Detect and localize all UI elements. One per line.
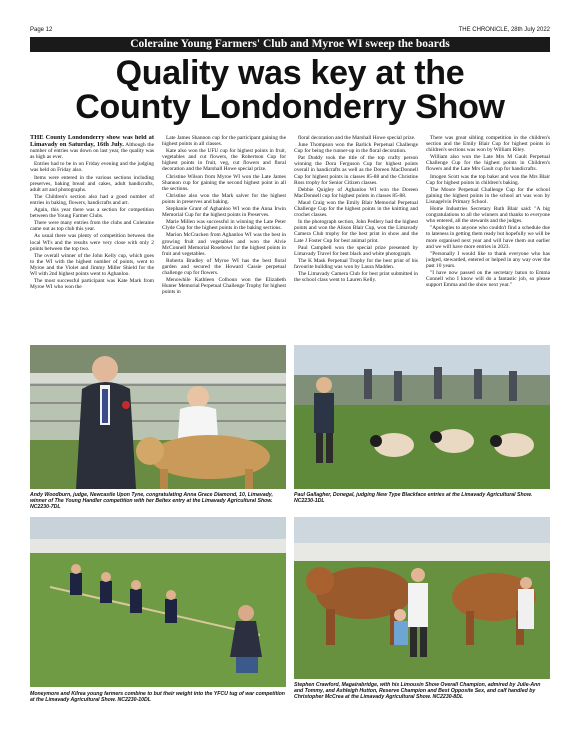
article-paragraph: [294, 142, 418, 154]
article-paragraph: [426, 225, 550, 249]
article-paragraph: [294, 245, 418, 257]
article-paragraph: [30, 135, 154, 160]
article-text: "Personally I would like to thank everyone who has judged, stewarded, entered or helped in any way over the past 10 years.: [426, 250, 550, 269]
page-header: [30, 27, 550, 37]
article-paragraph: [162, 232, 286, 256]
article-text: "I have now passed on the secretary baton to Emma Connell who I know will do a fantastic job, so please support Emma and the show next year.": [426, 269, 550, 289]
photo-blackface-judging: [294, 345, 550, 489]
article-column-2: [162, 135, 286, 343]
article-text: The Limavady Camera Club for best print submitted in the school class went to Lauren Kelly.: [294, 270, 418, 284]
article-paragraph: [162, 148, 286, 172]
article-column-4: [426, 135, 550, 343]
article-paragraph: [162, 277, 286, 295]
article-text: Christine Wilson from Myroe WI won the Late James Shannon cup for gaining the second highest point in all the sections.: [162, 173, 286, 192]
article-paragraph: [30, 207, 154, 219]
photo-young-handler: [30, 345, 286, 489]
article-text: In the photograph section, John Pedlery had the highest points and won the Alison Blair Cup, won the Limavady Camera Club trophy for the best print in show and the Late J Foster Cup for best animal print.: [294, 219, 418, 244]
article-text: Imogen Scott was the top baker and won the Mrs Blair Cup for highest points in children's baking.: [426, 173, 550, 186]
caption-limousin-champion: Stephen Crawford, Magairabridge, with his Limousin Show Overall Champion, admired by Julie-Ann and Tommy, and Ashleigh Hutton, Reserve Champion and Best Opposite Sex, and calf handled by Christopher McCrea at the Limavady Agricultural Show. NC2230-8DL: [294, 682, 541, 700]
article-text: Again, this year there was a section for competition between the Young Farmer Clubs.: [30, 207, 154, 220]
article-paragraph: [426, 206, 550, 224]
article-text: Debbie Quigley of Aghanloo WI won the Doreen MacDonnell cup for highest points in classes 85-88.: [294, 186, 418, 199]
article-column-3: [294, 135, 418, 343]
article-text: Home Industries Secretary Ruth Blair said: "A big congratulations to all the winners and thanks to everyone who entered, all the stewards and the judges.: [426, 206, 550, 225]
article-paragraph: [30, 233, 154, 251]
article-paragraph: [294, 219, 418, 243]
article-paragraph: [426, 154, 550, 172]
article-text: Paul Campbell won the special prize presented by Limavady Travel for best black and white photograph.: [294, 244, 418, 257]
article-text: Marion McCracken from Aghanloo WI was the best in growing fruit and vegetables and won the Alvie McConnell Memorial Rosebowl for the highest points in fruit and vegetables.: [162, 232, 286, 257]
article-text: The Children's section also had a good number of entries in baking, flowers, handicrafts and art.: [30, 193, 154, 206]
article-text: "Apologies to anyone who couldn't find a schedule due to lateness in getting them ready but hopefully we will be more organised next year and will have them out earlier and we will have more entries in 2023.: [426, 225, 550, 250]
article-text: Maud Craig won the Emily Blair Memorial Perpetual Challenge Cup for the highest points in the knitting and crochet classes.: [294, 199, 418, 219]
page-number: Page 12: [30, 27, 53, 33]
article-text: Entries had to be in on Friday evening and the judging was held on Friday also.: [30, 161, 154, 174]
article-text: William also won the Late Mrs M Gault Perpetual Challenge Cup for the highest points in Children's flowers and the Late Mrs Gault cup for handicrafts.: [426, 154, 550, 173]
article-lead-in: THE County Londonderry show was held at Limavady on Saturday, 16th July.: [30, 135, 154, 148]
article-paragraph: [294, 155, 418, 185]
article-paragraph: [294, 200, 418, 218]
article-text: The overall winner of the John Kelly cup, which goes to the WI with the highest number of points, went to Myroe and the Violet and Jimmy Miller Shield for the WI with 2nd highest points went to Aghanloo.: [30, 252, 154, 277]
photo-limousin-champion: [294, 517, 550, 679]
article-paragraph: [162, 219, 286, 231]
article-text: Kate also won the UFU cup for highest points in fruit, vegetables and cut flowers, the Robertson Cup for highest points in fruit, veg, cut flowers and floral decoration and the Marshall Howe special prize.: [162, 148, 286, 173]
article-paragraph: [162, 206, 286, 218]
article-paragraph: [30, 220, 154, 232]
article-paragraph: [294, 271, 418, 283]
headline: [30, 56, 550, 124]
article-text: The Moore Perpetual Challenge Cup for the school gaining the highest points in the school art was won by Lisnagelvin Primary School.: [426, 186, 550, 205]
article-text: Pat Duddy took the title of the top crafty person winning the Dora Ferguson Cup for highest points overall in handicrafts as well as the Doreen MacDonnell Cup for highest points in classes 85-88 and the Christine Ross trophy for Senior Citizen classes.: [294, 155, 418, 186]
article-paragraph: [30, 161, 154, 173]
article-text: Although the number of entries was down on last year, the quality was as high as ever.: [30, 141, 154, 161]
article-paragraph: [294, 258, 418, 270]
headline-line-2: County Londonderry Show: [75, 88, 505, 126]
article-text: floral decoration and the Marshall Howe special prize.: [298, 135, 416, 141]
article-paragraph: [426, 251, 550, 269]
article-paragraph: [426, 135, 550, 153]
article-paragraph: [162, 174, 286, 192]
publication-date: THE CHRONICLE, 28th July 2022: [458, 27, 550, 33]
article-paragraph: [30, 278, 154, 290]
article-paragraph: [162, 258, 286, 276]
article-paragraph: [426, 174, 550, 186]
caption-young-handler: Andy Woodburn, judge, Newcastle Upon Tyne, congratulating Anna Grace Diamond, 10, Limavady, winner of The Young Handler competition with her Beltex entry at the Limavady Agricultural Show. NC2230-7DL: [30, 492, 273, 510]
headline-line-1: Quality was key at the: [115, 54, 465, 92]
article-text: There were many entries from the clubs and Coleraine came out as top club this year.: [30, 220, 154, 233]
article-text: June Thompson won the Barlick Perpetual Challenge Cup for being the runner-up in the floral decoration.: [294, 142, 418, 155]
caption-tug-of-war: Moneymore and Kilrea young farmers combine to but their weight into the YFCU tug of war competition at the Limavady Agricultural Show. NC2230-10DL: [30, 691, 285, 703]
article-text: Roberta Bradley of Myroe WI has the best floral garden and secured the Howard Cassie perpetual challenge cup for flowers.: [162, 257, 286, 276]
article-paragraph: [294, 135, 418, 141]
article-text: The K Mask Perpetual Trophy for the best print of his favourite building was won by Laura Madden.: [294, 257, 418, 270]
article-paragraph: [162, 135, 286, 147]
article-body: [30, 135, 550, 343]
article-text: Stephanie Grant of Aghanloo WI won the Anna Irwin Memorial Cup for the highest points in Preserves.: [162, 206, 286, 219]
article-text: Christine also won the Mark salver for the highest points in preserves and baking.: [162, 192, 286, 205]
article-paragraph: [30, 253, 154, 277]
article-text: As usual there was plenty of competition between the local WI's and the results were very close with only 2 points between the top two.: [30, 233, 154, 252]
article-paragraph: [426, 270, 550, 288]
article-text: There was great sibling competition in the children's section and the Emily Blair Cup for highest points in children's sections was won by William Riley.: [426, 135, 550, 154]
article-text: Menowhile Kathleen Colhoun won the Elizabeth Hunter Memorial Perpetual Challenge Trophy for highest points in: [162, 277, 286, 296]
article-paragraph: [426, 187, 550, 205]
article-text: The most successful participant was Kate Mark from Myroe WI who won the: [30, 278, 154, 291]
article-text: Marie Millen was successful in winning the Late Peter Clyde Cup for the highest points in the baking sections.: [162, 219, 286, 232]
article-paragraph: [30, 194, 154, 206]
strapline-banner: Coleraine Young Farmers' Club and Myroe WI sweep the boards: [30, 37, 550, 52]
caption-blackface-judging: Paul Gallagher, Donegal, judging New Type Blackface entries at the Limavady Agricultural Show. NC2230-1DL: [294, 492, 533, 504]
article-paragraph: [162, 193, 286, 205]
article-paragraph: [294, 187, 418, 199]
article-text: Late James Shannon cup for the participant gaining the highest points in all classes.: [162, 135, 286, 148]
article-paragraph: [30, 175, 154, 193]
photo-tug-of-war: [30, 517, 286, 687]
article-text: Items were entered in the various sections including preserves, baking bread and cakes, adult handicrafts, adult art and photographs.: [30, 174, 154, 193]
article-column-1: [30, 135, 154, 343]
